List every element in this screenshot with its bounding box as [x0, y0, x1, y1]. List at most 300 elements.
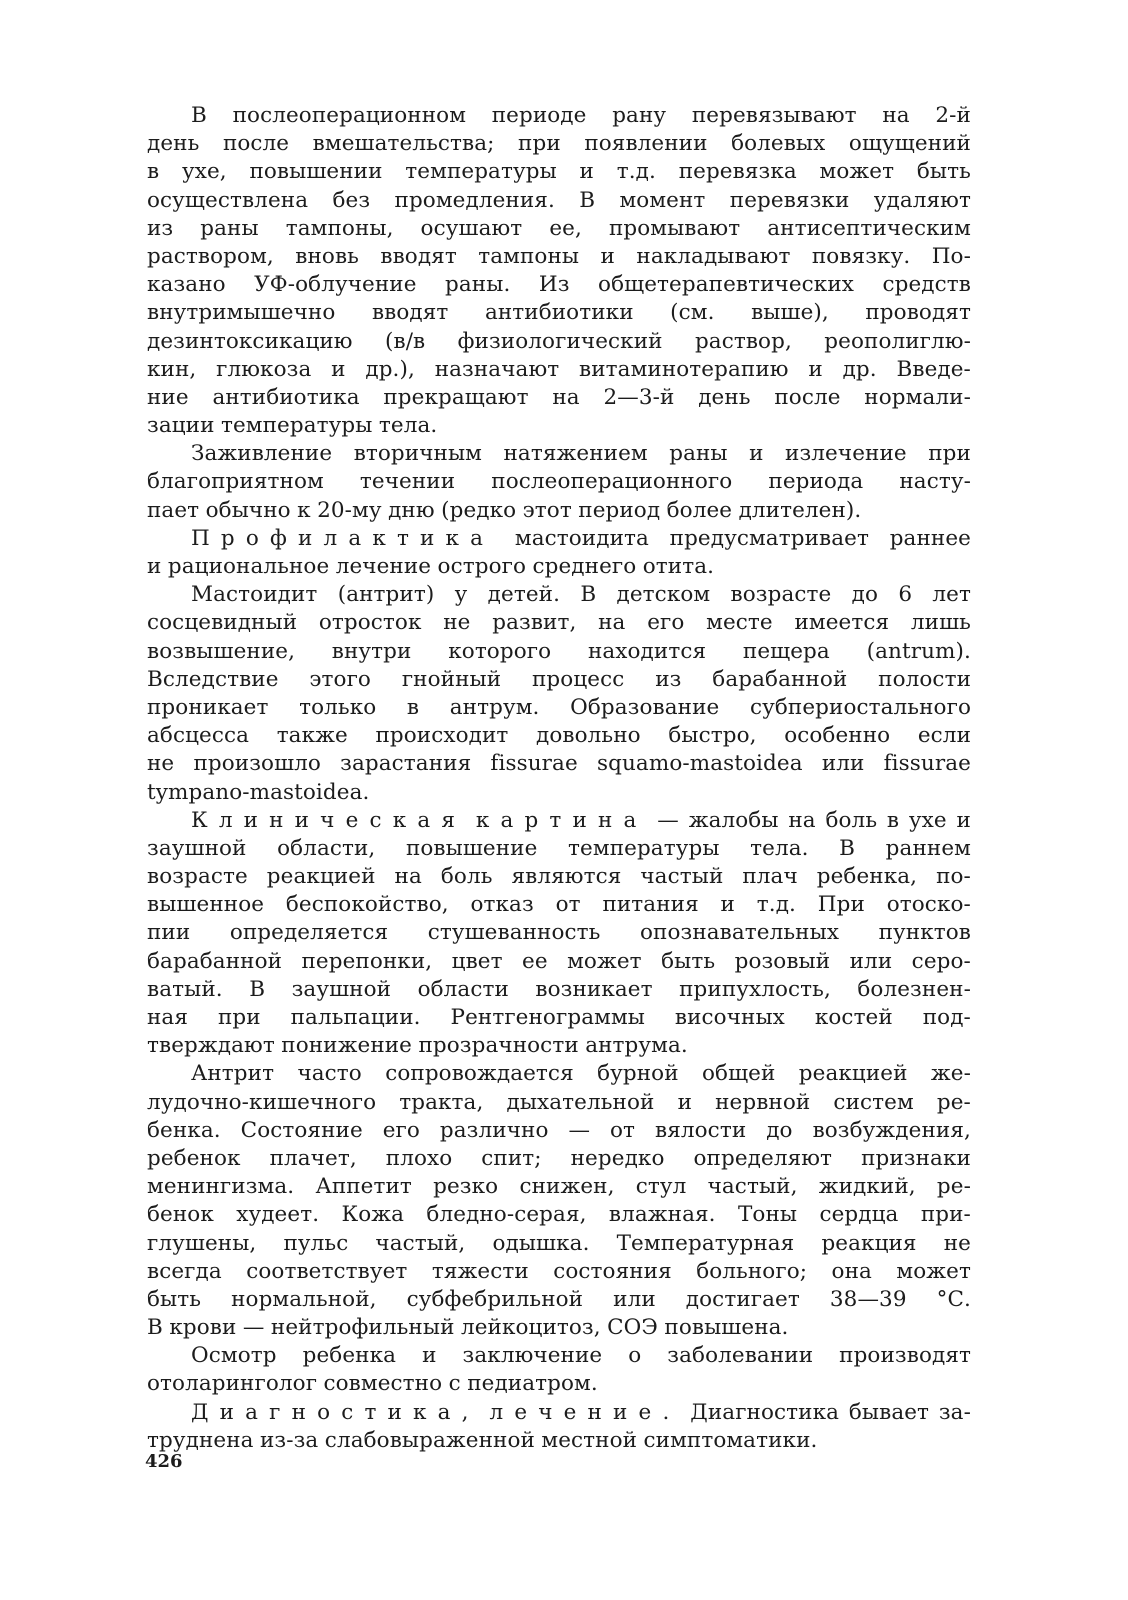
word: предусматривает — [669, 525, 869, 551]
word: прекращают — [383, 384, 529, 410]
text-line — [147, 356, 971, 384]
word: припухлость, — [679, 976, 831, 1002]
word: заушной — [291, 976, 392, 1002]
word: момент — [619, 187, 706, 213]
word: которого — [448, 638, 552, 664]
word: излечение — [785, 441, 907, 467]
word: болезнен- — [857, 976, 971, 1002]
word: всегда — [147, 1258, 222, 1284]
word: температуры — [405, 159, 557, 185]
word: Заживление — [191, 441, 333, 467]
word: области — [417, 976, 509, 1002]
word: отказ — [470, 892, 534, 918]
word: tympano-mastoidea. — [147, 779, 370, 805]
word: (см. — [670, 300, 715, 326]
word: лечение — [335, 554, 432, 579]
word: ная — [147, 1005, 189, 1030]
word: довольно — [536, 723, 641, 749]
word: squamo-mastoidea — [596, 751, 803, 777]
word: беспокойство, — [285, 892, 449, 918]
word: при- — [920, 1202, 971, 1228]
word: тяжести — [431, 1258, 529, 1284]
word: вышенное — [147, 892, 265, 918]
word: глушены, — [147, 1230, 257, 1256]
word: Рентгенограммы — [450, 1005, 645, 1030]
word: бурной — [597, 1061, 679, 1087]
text-line — [147, 243, 971, 271]
word: бледно-серая, — [426, 1202, 587, 1228]
word: барабанной — [712, 666, 848, 692]
text-line — [147, 1117, 971, 1145]
word: серо- — [911, 948, 971, 974]
text-line — [147, 158, 971, 186]
word: до — [766, 1117, 793, 1143]
word: день — [698, 384, 751, 410]
word: лечение. — [489, 1399, 681, 1425]
text-line — [147, 835, 971, 863]
word: вновь — [295, 243, 359, 269]
word: ребенок — [147, 1145, 241, 1171]
word: (antrum). — [866, 638, 971, 664]
word: температуры — [220, 413, 373, 439]
word: периода — [768, 469, 864, 495]
word: тела. — [378, 413, 438, 439]
word: натяжением — [503, 441, 648, 467]
word: достигает — [685, 1286, 800, 1312]
paragraph-first-line — [147, 440, 971, 468]
word: гнойный — [401, 666, 502, 692]
word: раствор, — [694, 328, 792, 354]
text-line — [147, 187, 971, 215]
word: совместно — [323, 1371, 443, 1397]
word: снижен, — [519, 1174, 615, 1200]
word: детей. — [487, 582, 561, 608]
word: выше), — [751, 300, 829, 326]
word: при — [518, 131, 561, 157]
word: может — [567, 948, 642, 974]
word: температуры — [568, 835, 720, 861]
word: казано — [147, 272, 226, 298]
word: антрума. — [585, 1033, 688, 1059]
word: крови — [169, 1315, 237, 1341]
word: или — [821, 751, 865, 777]
word: т.д. — [756, 892, 796, 918]
word: возбуждения, — [812, 1117, 971, 1143]
word: проводят — [865, 300, 971, 326]
word: витаминотерапию — [579, 356, 789, 382]
word: пает — [147, 497, 200, 523]
word: если — [917, 723, 971, 749]
text-line — [147, 779, 971, 807]
word: болевых — [731, 131, 826, 157]
word: различно — [439, 1117, 549, 1143]
text-line — [147, 1032, 971, 1060]
word: УФ-облучение — [254, 272, 417, 298]
word: Введе- — [896, 356, 971, 382]
word: длителен). — [738, 497, 862, 523]
word: пунктов — [878, 920, 971, 946]
text-line — [147, 1258, 971, 1286]
text-line — [147, 694, 971, 722]
text-line — [147, 919, 971, 947]
word: субпериостального — [749, 694, 971, 720]
word: в — [886, 807, 900, 833]
word: костей — [814, 1005, 893, 1030]
word: по- — [936, 864, 971, 890]
word: только — [299, 694, 377, 720]
word: отоско- — [886, 892, 971, 918]
text-line — [147, 1145, 971, 1173]
word: детском — [616, 582, 711, 608]
paragraph-first-line — [147, 1399, 971, 1427]
word: после — [222, 131, 290, 157]
word: до — [851, 582, 879, 608]
word: fissurae — [490, 751, 578, 777]
text-line — [147, 1314, 971, 1342]
text-line — [147, 1370, 971, 1398]
word: тверждают — [147, 1033, 275, 1059]
word: и — [720, 892, 735, 918]
word: пещера — [742, 638, 830, 664]
word: °С. — [936, 1286, 971, 1312]
word: повышении — [249, 159, 383, 185]
word: ее, — [549, 215, 582, 241]
word: местной — [541, 1427, 638, 1453]
paragraph-first-line — [147, 102, 971, 130]
word: перепонки, — [301, 948, 433, 974]
word: Профилактика — [191, 525, 495, 551]
word: же- — [930, 1061, 971, 1087]
word: бенок — [147, 1202, 214, 1228]
word: понижение — [281, 1033, 413, 1059]
word: раны — [200, 215, 259, 241]
paragraph-first-line — [147, 1060, 971, 1088]
word: возрасте — [730, 582, 832, 608]
word: Мастоидит — [191, 582, 318, 608]
word: ребенка, — [816, 864, 918, 890]
word: влажная. — [608, 1202, 716, 1228]
word: др.), — [365, 356, 415, 382]
word: нейтрофильный — [270, 1315, 455, 1341]
word: глюкоза — [216, 356, 312, 382]
word: средств — [882, 272, 971, 298]
word: день — [147, 131, 200, 157]
word: — — [657, 807, 679, 833]
word: менингизма. — [147, 1174, 295, 1200]
text-line — [147, 948, 971, 976]
word: повышена. — [664, 1315, 789, 1341]
word: стул — [635, 1174, 687, 1200]
word: ухе — [908, 807, 947, 833]
word: и — [331, 356, 346, 382]
word: плохо — [385, 1145, 453, 1171]
word: вводят — [380, 243, 457, 269]
word: ре- — [936, 1174, 971, 1200]
word: Температурная — [616, 1230, 795, 1256]
text-line — [147, 215, 971, 243]
word: происходит — [375, 723, 509, 749]
word: более — [666, 497, 733, 523]
word: может — [896, 1258, 971, 1284]
word: течении — [359, 469, 456, 495]
word: также — [276, 723, 348, 749]
text-line — [147, 722, 971, 750]
word: быть — [661, 948, 716, 974]
word: лишь — [910, 610, 971, 636]
word: удаляют — [873, 187, 971, 213]
word: ре- — [936, 1089, 971, 1115]
word: к — [297, 497, 311, 523]
word: боль — [825, 807, 878, 833]
word: 6 — [898, 582, 913, 608]
word: области, — [277, 835, 376, 861]
word: Вследствие — [147, 666, 279, 692]
word: не — [147, 751, 175, 777]
word: осуществлена — [147, 187, 309, 213]
word: его — [382, 1117, 420, 1143]
word: появлении — [584, 131, 708, 157]
word: и — [579, 159, 594, 185]
word: Диагностика, — [191, 1399, 480, 1425]
word: В — [580, 582, 597, 608]
word: у — [454, 582, 468, 608]
text-line — [147, 271, 971, 299]
text-line — [147, 299, 971, 327]
word: сопровождается — [385, 1061, 574, 1087]
word: зарастания — [340, 751, 472, 777]
text-line — [147, 328, 971, 356]
word: кин, — [147, 356, 197, 382]
word: (антрит) — [337, 582, 435, 608]
word: опознавательных — [639, 920, 840, 946]
paragraph-first-line — [147, 525, 971, 553]
word: симптоматики. — [643, 1427, 818, 1453]
word: под- — [922, 1005, 971, 1030]
word: находится — [587, 638, 707, 664]
word: лудочно-кишечного — [147, 1089, 377, 1115]
word: внутри — [331, 638, 412, 664]
word: плач — [742, 864, 798, 890]
word: быть — [147, 1286, 202, 1312]
word: пульс — [283, 1230, 349, 1256]
word: рациональное — [167, 554, 330, 579]
word: худеет. — [236, 1202, 320, 1228]
word: и — [749, 441, 764, 467]
word: раны — [669, 441, 728, 467]
word: частый — [640, 864, 724, 890]
text-line — [147, 976, 971, 1004]
text-line — [147, 1004, 971, 1032]
word: субфебрильной — [406, 1286, 584, 1312]
word: В — [579, 187, 596, 213]
word: общетерапевтических — [598, 272, 854, 298]
word: При — [817, 892, 865, 918]
word: заключение — [462, 1343, 603, 1369]
page-number: 426 — [145, 1451, 183, 1472]
word: частый, — [375, 1230, 466, 1256]
word: Из — [538, 272, 570, 298]
word: рану — [612, 103, 667, 128]
word: внутримышечно — [147, 300, 336, 326]
word: Осмотр — [191, 1343, 277, 1369]
word: повышение — [405, 835, 538, 861]
word: СОЭ — [607, 1315, 658, 1341]
word: раны. — [445, 272, 511, 298]
word: среднего — [532, 554, 637, 579]
word: раннее — [889, 525, 971, 551]
word: По- — [931, 243, 971, 269]
word: ватый. — [147, 976, 223, 1002]
word: стушеванность — [427, 920, 601, 946]
word: развит, — [492, 610, 577, 636]
paragraph-first-line — [147, 1342, 971, 1370]
word: отоларинголог — [147, 1371, 318, 1397]
word: реакцией — [266, 864, 376, 890]
text-line — [147, 1427, 971, 1455]
word: тампоны, — [285, 215, 394, 241]
word: перевязки — [729, 187, 850, 213]
word: накладывают — [636, 243, 791, 269]
text-line — [147, 468, 971, 496]
word: Кожа — [341, 1202, 405, 1228]
word: Состояние — [240, 1117, 363, 1143]
text-line — [147, 1089, 971, 1117]
word: периоде — [491, 103, 587, 128]
word: без — [332, 187, 371, 213]
word: пии — [147, 920, 191, 946]
word: Образование — [570, 694, 720, 720]
word: и — [677, 1089, 692, 1115]
word: тела. — [750, 835, 809, 861]
word: осушают — [420, 215, 523, 241]
word: сосцевидный — [147, 610, 298, 636]
word: антибиотики — [484, 300, 634, 326]
word: тампоны — [478, 243, 580, 269]
word: определяется — [229, 920, 389, 946]
word: благоприятном — [147, 469, 324, 495]
word: одышка. — [492, 1230, 590, 1256]
word: ее — [522, 948, 548, 974]
word: антибиотика — [212, 384, 360, 410]
word: в — [406, 694, 420, 720]
word: раннем — [885, 835, 971, 861]
word: перевязка — [678, 159, 797, 185]
text-line — [147, 666, 971, 694]
word: частый, — [707, 1174, 798, 1200]
word: и — [808, 356, 823, 382]
word: Антрит — [191, 1061, 275, 1087]
word: соответствует — [246, 1258, 408, 1284]
text-line — [147, 497, 971, 525]
word: перевязывают — [691, 103, 857, 128]
word: определяют — [693, 1145, 833, 1171]
word: прозрачности — [418, 1033, 579, 1059]
word: проникает — [147, 694, 269, 720]
word: может — [819, 159, 895, 185]
word: бывает — [848, 1399, 930, 1425]
word: (в/в — [385, 328, 426, 354]
word: возвышение, — [147, 638, 296, 664]
word: в — [147, 159, 160, 185]
word: раствором, — [147, 243, 274, 269]
word: она — [831, 1258, 872, 1284]
word: больного; — [696, 1258, 808, 1284]
word: возрасте — [147, 864, 248, 890]
word: В — [249, 976, 266, 1002]
word: и — [422, 1343, 437, 1369]
word: зации — [147, 413, 215, 439]
word: слабовыраженной — [324, 1427, 535, 1453]
word: на — [552, 384, 580, 410]
word: реакцией — [798, 1061, 908, 1087]
word: височных — [674, 1005, 785, 1030]
word: производят — [839, 1343, 971, 1369]
word: отита. — [642, 554, 715, 579]
word: лейкоцитоз, — [460, 1315, 601, 1341]
word: др. — [842, 356, 877, 382]
word: имеется — [794, 610, 890, 636]
word: промывают — [608, 215, 741, 241]
word: процесс — [531, 666, 625, 692]
word: из — [147, 215, 174, 241]
word: дыхательной — [506, 1089, 655, 1115]
word: о — [628, 1343, 642, 1369]
word: дню — [388, 497, 435, 523]
word: резко — [433, 1174, 499, 1200]
word: на — [788, 807, 816, 833]
word: жидкий, — [818, 1174, 916, 1200]
text-line — [147, 384, 971, 412]
word: Клиническая — [191, 807, 467, 833]
word: Диагностика — [690, 1399, 840, 1425]
word: послеоперационном — [232, 103, 467, 128]
word: ние — [147, 384, 189, 410]
word: признаки — [861, 1145, 971, 1171]
word: жалобы — [688, 807, 779, 833]
word: нормальной, — [231, 1286, 377, 1312]
word: отросток — [318, 610, 422, 636]
word: острого — [437, 554, 527, 579]
word: быстро, — [668, 723, 757, 749]
word: антисептическим — [767, 215, 971, 241]
word: В — [147, 1315, 163, 1341]
word: являются — [511, 864, 622, 890]
word: или — [849, 948, 893, 974]
word: Аппетит — [315, 1174, 412, 1200]
word: заболевании — [667, 1343, 814, 1369]
word: спит; — [481, 1145, 542, 1171]
word: тракта, — [399, 1089, 484, 1115]
word: этот — [522, 497, 572, 523]
word: ухе, — [181, 159, 227, 185]
word: возникает — [535, 976, 653, 1002]
text-line — [147, 638, 971, 666]
word: питания — [602, 892, 699, 918]
word: мастоидита — [514, 525, 649, 551]
word: вялости — [655, 1117, 747, 1143]
word: промедления. — [394, 187, 555, 213]
word: из — [655, 666, 682, 692]
text-line — [147, 863, 971, 891]
word: и — [956, 807, 971, 833]
word: систем — [833, 1089, 914, 1115]
word: на — [394, 864, 422, 890]
word: Тоны — [737, 1202, 798, 1228]
word: за- — [938, 1399, 971, 1425]
paragraph-first-line — [147, 807, 971, 835]
text-line — [147, 1201, 971, 1229]
word: картина — [475, 807, 648, 833]
